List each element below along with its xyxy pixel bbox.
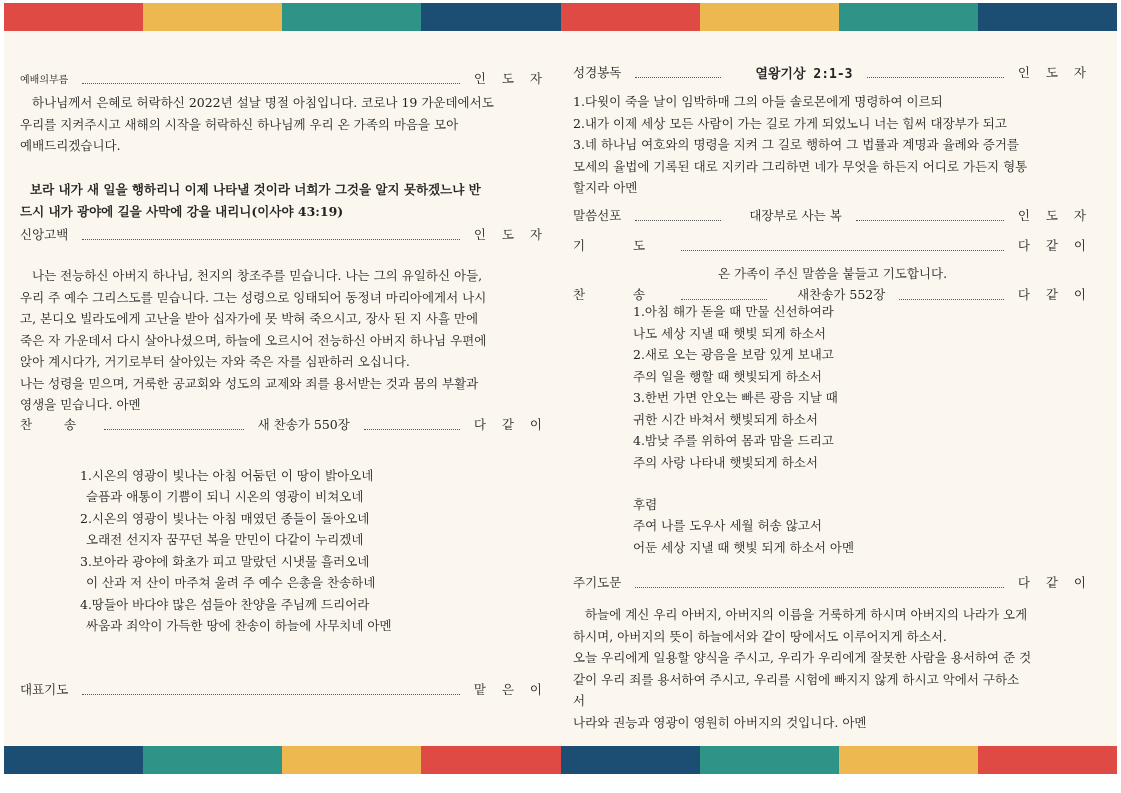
- lyric-line: 나도 세상 지낼 때 햇빛 되게 하소서: [633, 326, 826, 341]
- text-line: 드시 내가 광야에 길을 사막에 강을 내리니(이사야 43:19): [20, 203, 344, 219]
- sermon-title: 대장부로 사는 복: [749, 208, 842, 223]
- section-leader: 다 같 이: [1017, 575, 1092, 590]
- stripe-segment: [700, 746, 839, 774]
- hymn-title: 새 찬송가 550장: [257, 417, 350, 432]
- section-leader: 인 도 자: [473, 227, 548, 242]
- lyric-line: 주의 일을 행할 때 햇빛되게 하소서: [633, 369, 822, 384]
- text-line: 하나님께서 은혜로 허락하신 2022년 설날 명절 아침입니다. 코로나 19 가운데에서도: [32, 95, 494, 110]
- section-leader: 다 같 이: [1017, 238, 1092, 253]
- scripture-verse: [20, 179, 548, 222]
- text-line: 나는 전능하신 아버지 하나님, 천지의 창조주를 믿습니다. 나는 그의 유일하신 아들,: [32, 268, 483, 283]
- text-line: 3.네 하나님 여호와의 명령을 지켜 그 길로 행하여 그 법률과 계명과 율례와 증거를: [573, 137, 1020, 152]
- section-label: 대표기도: [20, 682, 69, 697]
- stripe-segment: [561, 746, 700, 774]
- section-leader: 다 같 이: [1017, 287, 1092, 302]
- bottom-color-stripe: [4, 746, 1117, 774]
- creed-header: [20, 224, 548, 244]
- leader-dots: [867, 77, 1004, 78]
- text-line: 나는 성령을 믿으며, 거룩한 공교회와 성도의 교제와 죄를 용서받는 것과 몸의 부활과: [20, 375, 479, 391]
- reading-header: [573, 62, 1092, 82]
- text-line: 할지라 아멘: [573, 180, 638, 195]
- stripe-segment: [143, 3, 282, 31]
- creed-text: [20, 265, 548, 416]
- stripe-segment: [4, 746, 143, 774]
- section-label: 찬 송: [20, 417, 91, 432]
- lyric-line: 싸움과 죄악이 가득한 땅에 찬송이 하늘에 사무치네 아멘: [86, 618, 392, 633]
- top-color-stripe: [4, 3, 1117, 31]
- section-label: 기 도: [573, 238, 668, 253]
- section-leader: 다 같 이: [473, 417, 548, 432]
- leader-dots: [856, 220, 1004, 221]
- lyric-line: 2.새로 오는 광음을 보람 있게 보내고: [633, 347, 834, 362]
- text-line: 나라와 권능과 영광이 영원히 아버지의 것입니다. 아멘: [573, 714, 867, 730]
- section-label: 찬 송: [573, 287, 668, 302]
- text-line: 영생을 믿습니다. 아멘: [20, 397, 141, 412]
- lyric-line: 2.시온의 영광이 빛나는 아침 매였던 종들이 돌아오네: [80, 511, 370, 526]
- leader-dots: [82, 239, 460, 240]
- text-line: 보라 내가 새 일을 행하리니 이제 나타낼 것이라 너희가 그것을 알지 못하겠느냐 반: [30, 182, 481, 197]
- stripe-segment: [839, 3, 978, 31]
- stripe-segment: [978, 746, 1117, 774]
- lyric-line: 1.아침 해가 돋을 때 만물 신선하여라: [633, 304, 834, 319]
- text-line: 모세의 율법에 기록된 대로 지키라 그리하면 네가 무엇을 하든지 어디로 가든지 형통: [573, 158, 1028, 174]
- lyric-line: 귀한 시간 바쳐서 햇빛되게 하소서: [633, 412, 818, 427]
- lyric-line: 어둔 세상 지낼 때 햇빛 되게 하소서 아멘: [633, 540, 855, 555]
- pray-text: 온 가족이 주신 말씀을 붙들고 기도합니다.: [717, 266, 948, 281]
- section-leader: 인 도 자: [1017, 208, 1092, 223]
- stripe-segment: [978, 3, 1117, 31]
- hymn-title: 새찬송가 552장: [797, 287, 886, 302]
- lords-prayer-text: [573, 604, 1092, 733]
- section-label: 성경봉독: [573, 65, 622, 80]
- lords-prayer-header: [573, 572, 1092, 592]
- text-line: 우리를 지켜주시고 새해의 시작을 허락하신 하나님께 우리 온 가족의 마음을 모아: [20, 116, 459, 132]
- leader-dots: [899, 299, 1003, 300]
- section-leader: 인 도 자: [473, 71, 548, 86]
- call-to-worship-header: [20, 68, 548, 88]
- section-label: 주기도문: [573, 575, 622, 590]
- section-label: 말씀선포: [573, 208, 622, 223]
- text-line: 하늘에 계신 우리 아버지, 아버지의 이름을 거룩하게 하시며 아버지의 나라가 오게: [585, 607, 1028, 622]
- text-line: 서: [573, 693, 586, 708]
- hymn-header-left: [20, 414, 548, 434]
- sermon-header: [573, 205, 1092, 225]
- left-column: [20, 31, 548, 746]
- lyric-line: 4.밤낮 주를 위하여 몸과 맘을 드리고: [633, 433, 834, 448]
- stripe-segment: [4, 3, 143, 31]
- scripture-reference: 열왕기상 2:1-3: [755, 66, 853, 82]
- reading-text: [573, 91, 1092, 199]
- leader-dots: [681, 299, 767, 300]
- stripe-segment: [282, 746, 421, 774]
- section-leader: 인 도 자: [1017, 65, 1092, 80]
- text-line: 예배드리겠습니다.: [20, 138, 121, 153]
- text-line: 죽은 자 가운데서 다시 살아나셨으며, 하늘에 오르시어 전능하신 아버지 하나님 우편에: [20, 332, 487, 348]
- right-column: [573, 31, 1092, 746]
- bulletin-page: [4, 3, 1117, 774]
- lyric-line: 1.시온의 영광이 빛나는 아침 어둠던 이 땅이 밝아오네: [80, 468, 374, 483]
- leader-dots: [82, 83, 460, 84]
- stripe-segment: [282, 3, 421, 31]
- lyric-line: 주여 나를 도우사 세월 허송 않고서: [633, 518, 822, 533]
- lyric-line: 4.땅들아 바다야 많은 섬들아 찬양을 주님께 드리어라: [80, 597, 370, 612]
- text-line: 앉아 계시다가, 거기로부터 살아있는 자와 죽은 자를 심판하러 오십니다.: [20, 354, 410, 369]
- text-line: 하시며, 아버지의 뜻이 하늘에서와 같이 땅에서도 이루어지게 하소서.: [573, 628, 947, 644]
- stripe-segment: [143, 746, 282, 774]
- leader-dots: [104, 429, 244, 430]
- leader-dots: [635, 220, 721, 221]
- lyric-line: 3.보아라 광야에 화초가 피고 말랐던 시냇물 흘러오네: [80, 554, 370, 569]
- section-leader: 맡 은 이: [473, 682, 548, 697]
- stripe-segment: [421, 746, 560, 774]
- stripe-segment: [421, 3, 560, 31]
- text-line: 2.내가 이제 세상 모든 사람이 가는 길로 가게 되었노니 너는 힘써 대장부가 되고: [573, 115, 1007, 131]
- text-line: 고, 본디오 빌라도에게 고난을 받아 십자가에 못 박혀 죽으시고, 장사 된 지 사흘 만에: [20, 311, 479, 326]
- leader-dots: [681, 250, 1004, 251]
- lyric-line: 주의 사랑 나타내 햇빛되게 하소서: [633, 455, 818, 470]
- text-line: 우리 주 예수 그리스도를 믿습니다. 그는 성령으로 잉태되어 동정녀 마리아에게서 나시: [20, 289, 487, 305]
- section-label: 예배의부름: [20, 74, 69, 86]
- text-line: 같이 우리 죄를 용서하여 주시고, 우리를 시험에 빠지지 않게 하시고 악에서 구하소: [573, 671, 1020, 687]
- leader-dots: [364, 429, 460, 430]
- leader-dots: [82, 694, 460, 695]
- prayer-header: [20, 679, 548, 699]
- lyric-line: 오래전 선지자 꿈꾸던 복을 만민이 다같이 누리겠네: [86, 532, 364, 547]
- call-to-worship-text: [20, 92, 548, 157]
- leader-dots: [635, 587, 1004, 588]
- leader-dots: [635, 77, 721, 78]
- lyric-line: 3.한번 가면 안오는 빠른 광음 지날 때: [633, 390, 838, 405]
- stripe-segment: [839, 746, 978, 774]
- section-label: 신앙고백: [20, 227, 69, 242]
- lyric-line: 이 산과 저 산이 마주쳐 울려 주 예수 은총을 찬송하네: [86, 575, 376, 590]
- pray-header: [573, 235, 1092, 255]
- stripe-segment: [561, 3, 700, 31]
- stripe-segment: [700, 3, 839, 31]
- lyric-line: 슬픔과 애통이 기쁨이 되니 시온의 영광이 비쳐오네: [86, 489, 364, 504]
- text-line: 1.다윗이 죽을 날이 임박하매 그의 아들 솔로몬에게 명령하여 이르되: [573, 94, 943, 109]
- text-line: 오늘 우리에게 일용할 양식을 주시고, 우리가 우리에게 잘못한 사람을 용서하여 준 것: [573, 650, 1032, 665]
- refrain-label: 후렴: [633, 497, 658, 512]
